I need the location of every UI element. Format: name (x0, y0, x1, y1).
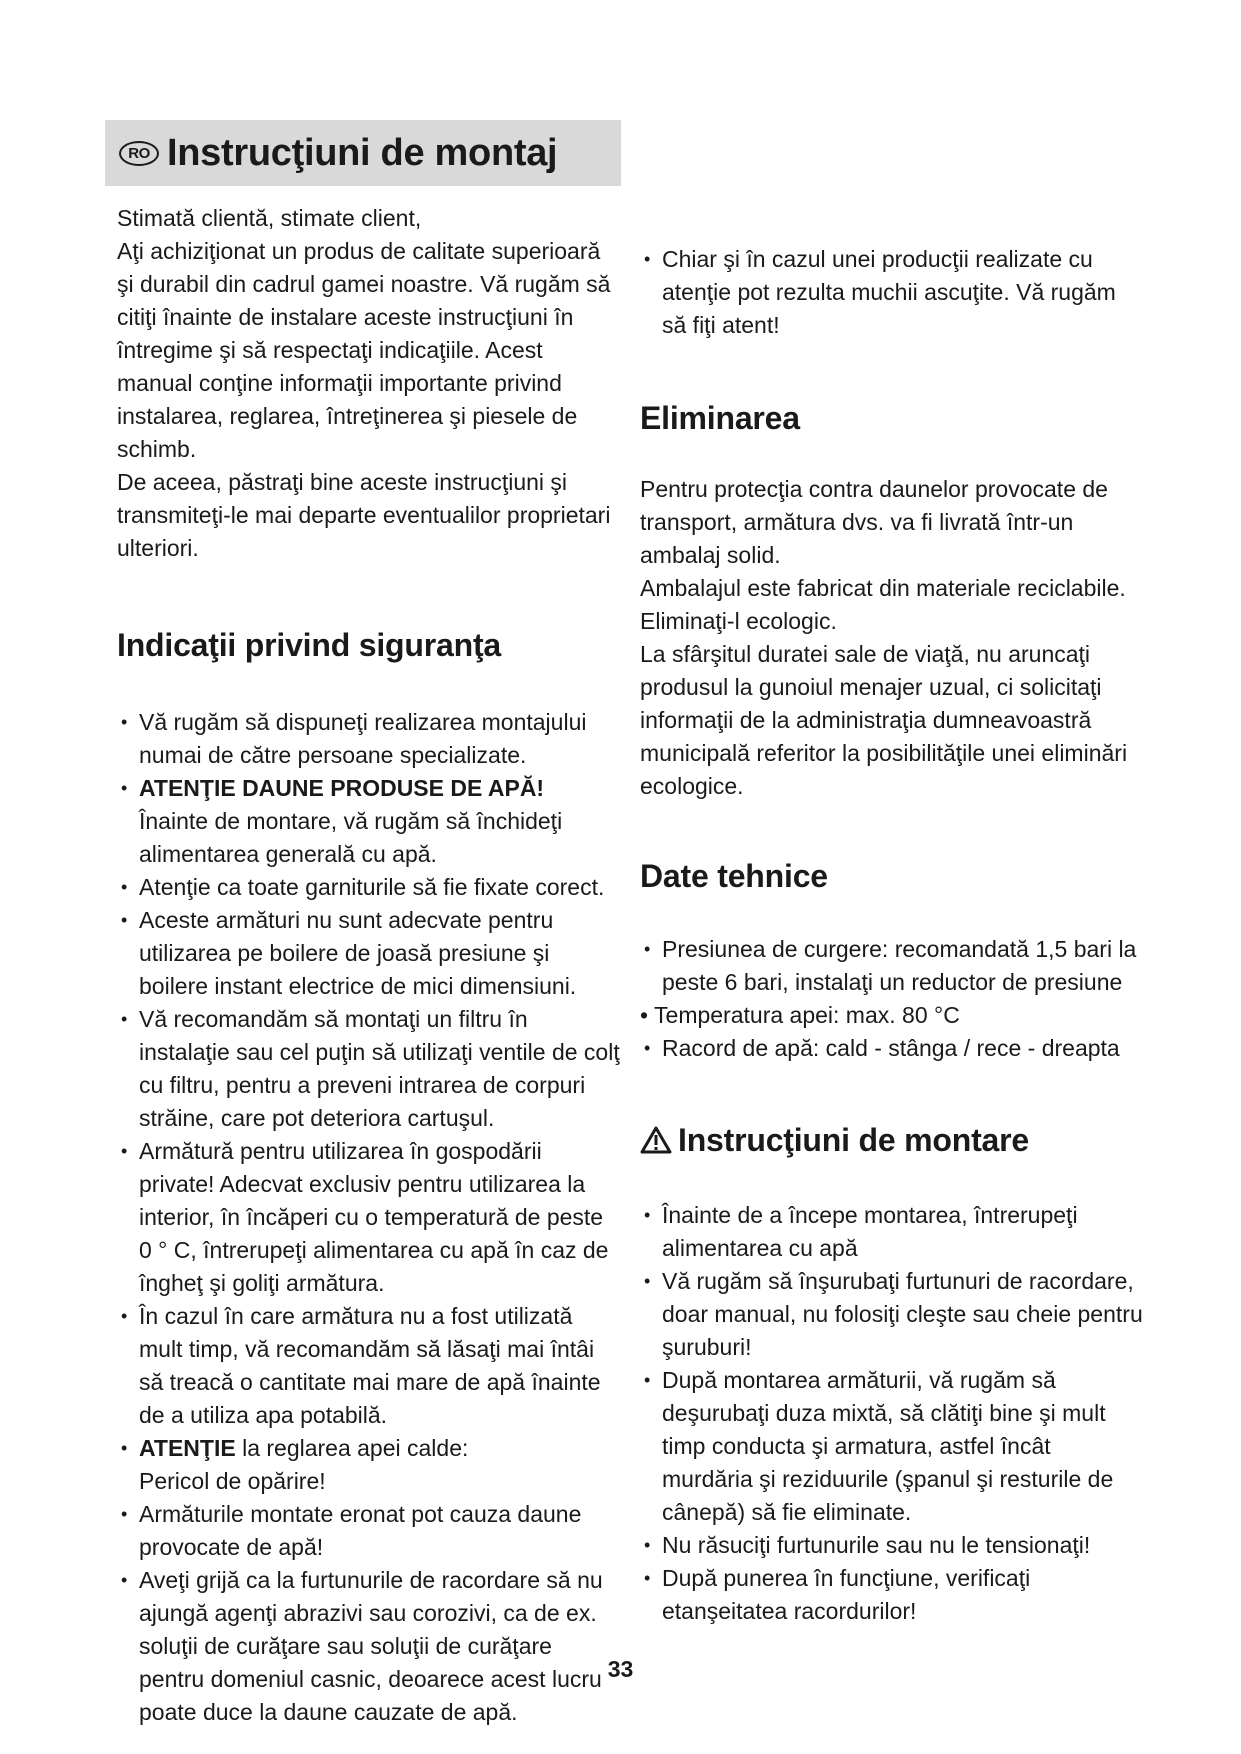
list-item (117, 772, 620, 871)
disposal-paragraph-2: Ambalajul este fabricat din materiale reciclabile. Eliminaţi-l ecologic. (640, 575, 1126, 634)
safety-item-11: Chiar şi în cazul unei producţii realizate cu atenţie pot rezulta muchii ascuţite. Vă rugăm să fiţi atent! (662, 246, 1116, 338)
safety-list (105, 706, 620, 1729)
disposal-paragraph-1: Pentru protecţia contra daunelor provocate de transport, armătura dvs. va fi livrată într-un ambalaj solid. (640, 476, 1108, 568)
title-band (105, 120, 621, 186)
safety-item-6: Armătură pentru utilizarea în gospodării private! Adecvat exclusiv pentru utilizarea la interior, în încăperi cu o temperatură de peste 0 ° C, întrerupeţi alimentarea cu apă în caz de îngheţ şi goliţi armătura. (139, 1138, 609, 1296)
water-damage-warning: ATENŢIE DAUNE PRODUSE DE APĂ! (139, 775, 545, 801)
page-title: Instrucţiuni de montaj (167, 131, 558, 174)
water-temperature: • Temperatura apei: max. 80 °C (640, 1002, 960, 1028)
safety-item-7: În cazul în care armătura nu a fost utilizată mult timp, vă recomandăm să lăsaţi mai întâi să treacă o cantitate mai mare de apă înainte de a utiliza apa potabilă. (139, 1303, 601, 1428)
list-item (117, 1003, 620, 1135)
list-item (117, 1564, 620, 1729)
safety-heading: Indicaţii privind siguranţa (117, 627, 501, 663)
mounting-item-2: Vă rugăm să înşurubaţi furtunuri de racordare, doar manual, nu folosiţi cleşte sau cheie pentru şuruburi! (662, 1268, 1143, 1360)
water-connection: Racord de apă: cald - stânga / rece - dreapta (662, 1035, 1120, 1061)
safety-item-2-text: Înainte de montare, vă rugăm să închideţi alimentarea generală cu apă. (139, 808, 563, 867)
safety-item-5: Vă recomandăm să montaţi un filtru în instalaţie sau cel puţin să utilizaţi ventile de colţ cu filtru, pentru a preveni intrarea de corpuri străine, care pot deteriora cartuşul. (139, 1006, 620, 1131)
mounting-item-3: După montarea armăturii, vă rugăm să deşurubaţi duza mixtă, să clătiţi bine şi mult timp conducta şi armatura, astfel încât murdăria şi reziduurile (şpanul şi resturile de cânepă) să fie eliminate. (662, 1367, 1114, 1525)
right-column (640, 144, 1140, 342)
hot-water-warning: ATENŢIE (139, 1435, 236, 1461)
list-item (640, 1364, 1145, 1529)
mounting-section (640, 1122, 1145, 1628)
list-item (640, 1265, 1145, 1364)
flow-pressure: Presiunea de curgere: recomandată 1,5 bari la peste 6 bari, instalaţi un reductor de presiune (662, 936, 1137, 995)
intro-greeting: Stimată clientă, stimate client, (117, 205, 422, 231)
list-item (640, 243, 1140, 342)
list-item (117, 871, 620, 904)
safety-item-10: Aveţi grijă ca la furtunurile de racordare să nu ajungă agenţi abrazivi sau corozivi, ca de ex. soluţii de curăţare sau soluţii de curăţare pentru domeniul casnic, deoarece acest lucru poate duce la daune cauzate de apă. (139, 1567, 603, 1725)
technical-list (640, 933, 1145, 999)
intro-keep-instructions: De aceea, păstraţi bine aceste instrucţiuni şi transmiteţi-le mai departe eventualilor proprietari ulteriori. (117, 469, 611, 561)
list-item (117, 1432, 620, 1498)
mounting-heading-row (640, 1122, 1145, 1159)
safety-item-1: Vă rugăm să dispuneţi realizarea montajului numai de către persoane specializate. (139, 709, 587, 768)
list-item (117, 706, 620, 772)
safety-item-8-text: la reglarea apei calde: (235, 1435, 469, 1461)
technical-heading: Date tehnice (640, 858, 828, 894)
safety-item-3: Atenţie ca toate garniturile să fie fixate corect. (139, 874, 605, 900)
warning-triangle-icon (640, 1126, 672, 1154)
mounting-item-5: După punerea în funcţiune, verificaţi etanşeitatea racordurilor! (662, 1565, 1031, 1624)
safety-list-continued (640, 243, 1140, 342)
list-item (117, 1135, 620, 1300)
ro-badge-label: RO (128, 144, 150, 162)
safety-item-4: Aceste armături nu sunt adecvate pentru utilizarea pe boilere de joasă presiune şi boilere instant electrice de mici dimensiuni. (139, 907, 577, 999)
list-item (640, 1032, 1145, 1065)
page-number: 33 (607, 1656, 634, 1682)
mounting-item-4: Nu răsuciţi furtunurile sau nu le tensionaţi! (662, 1532, 1091, 1558)
disposal-paragraph-3: La sfârşitul duratei sale de viaţă, nu aruncaţi produsul la gunoiul menajer uzual, ci solicitaţi informaţii de la administraţia dumneavoastră municipală referitor la posibilităţile unei eliminări ecologice. (640, 641, 1128, 799)
left-column (105, 202, 620, 1729)
mounting-list (640, 1199, 1145, 1628)
scald-danger: Pericol de opărire! (139, 1468, 326, 1494)
ro-language-badge (119, 141, 159, 166)
mounting-heading: Instrucţiuni de montare (678, 1122, 1029, 1158)
technical-section (640, 858, 1145, 1065)
safety-item-9: Armăturile montate eronat pot cauza daune provocate de apă! (139, 1501, 582, 1560)
list-item (117, 1300, 620, 1432)
intro-paragraph: Aţi achiziţionat un produs de calitate superioară şi durabil din cadrul gamei noastre. Vă rugăm să citiţi înainte de instalare aceste instrucţiuni în întregime şi să respectaţi indicaţiile. Acest manual conţine informaţii importante privind instalarea, reglarea, întreţinerea şi piesele de schimb. (117, 238, 611, 462)
list-item (640, 1562, 1145, 1628)
disposal-heading: Eliminarea (640, 400, 800, 436)
disposal-section (640, 400, 1145, 803)
mounting-item-1: Înainte de a începe montarea, întrerupeţi alimentarea cu apă (662, 1202, 1078, 1261)
technical-list-2 (640, 1032, 1145, 1065)
list-item (117, 1498, 620, 1564)
list-item (640, 1529, 1145, 1562)
list-item (640, 933, 1145, 999)
list-item (640, 1199, 1145, 1265)
list-item (117, 904, 620, 1003)
